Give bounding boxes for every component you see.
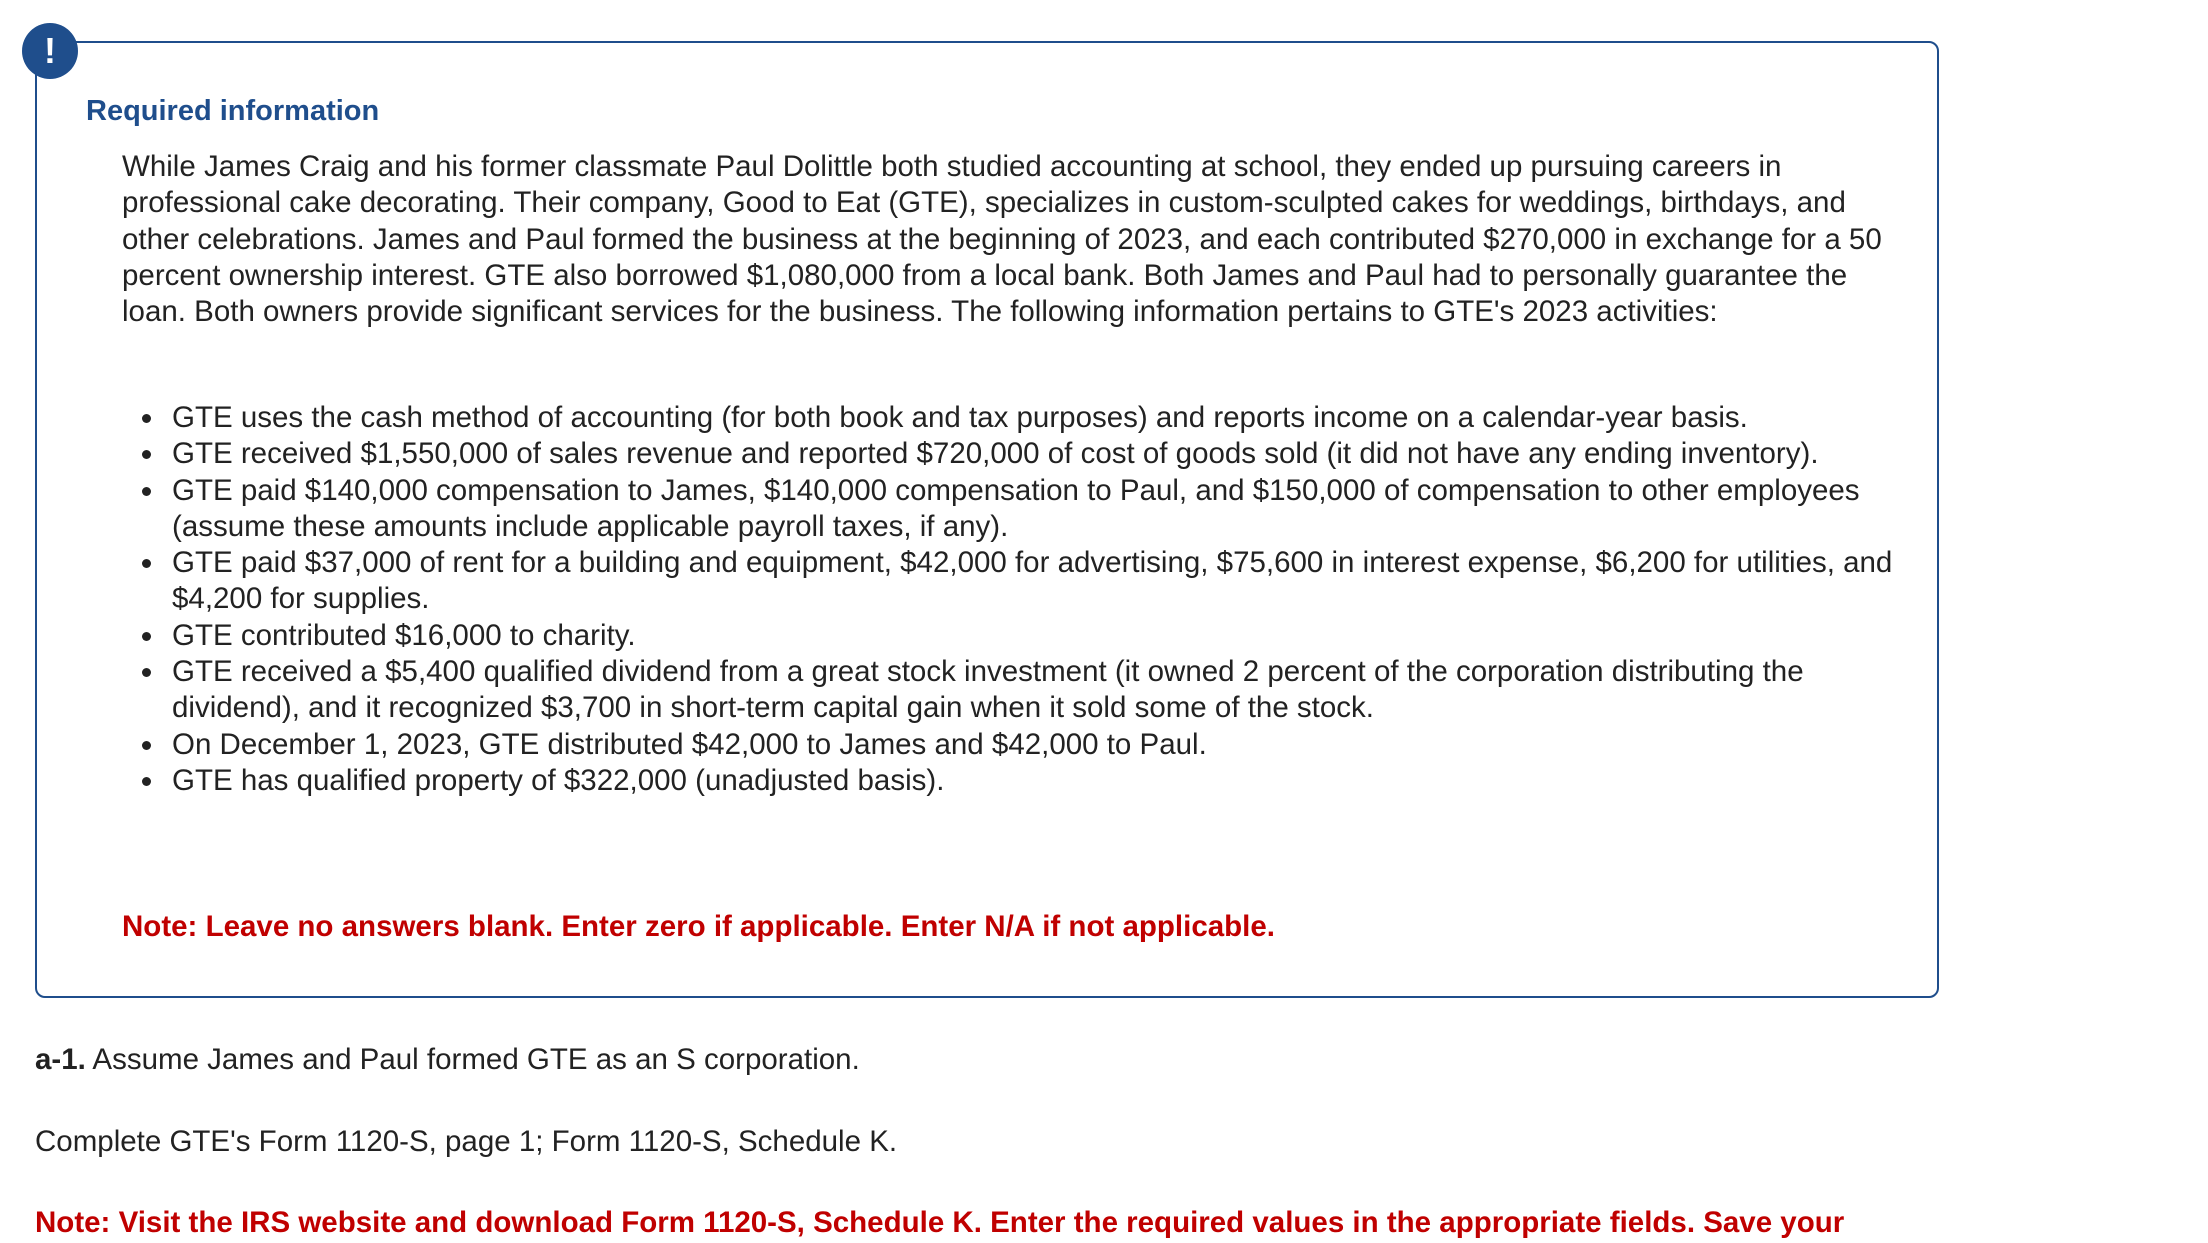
question-text: Assume James and Paul formed GTE as an S corporation.	[85, 1043, 860, 1076]
list-item	[122, 654, 1902, 727]
list-item-text: GTE paid $140,000 compensation to James, $140,000 compensation to Paul, and $150,000 of compensation to other employees (assume these amounts include applicable payroll taxes, if any).	[172, 473, 1860, 543]
bullet-icon	[142, 632, 151, 641]
box-title: Required information	[86, 95, 380, 127]
list-item-text: GTE uses the cash method of accounting (for both book and tax purposes) and reports income on a calendar-year basis.	[172, 401, 1748, 434]
instruction-text: Complete GTE's Form 1120-S, page 1; Form 1120-S, Schedule K.	[35, 1125, 898, 1158]
list-item-text: GTE paid $37,000 of rent for a building and equipment, $42,000 for advertising, $75,600 in interest expense, $6,200 for utilities, and $4,200 for supplies.	[172, 546, 1893, 616]
question-prompt	[35, 1040, 860, 1080]
bullet-icon	[142, 414, 151, 423]
bottom-note: Note: Visit the IRS website and download Form 1120-S, Schedule K. Enter the required values in the appropriate fields. Save your	[35, 1206, 1845, 1239]
list-item-text: GTE contributed $16,000 to charity.	[172, 618, 636, 652]
box-note: Note: Leave no answers blank. Enter zero if applicable. Enter N/A if not applicable.	[122, 910, 1275, 943]
list-item	[122, 400, 1902, 436]
list-item	[122, 763, 1902, 799]
bullet-icon	[142, 559, 151, 568]
list-item	[122, 727, 1902, 763]
bullet-icon	[142, 668, 151, 677]
list-item-text: GTE received $1,550,000 of sales revenue and reported $720,000 of cost of goods sold (it did not have any ending inventory).	[172, 437, 1819, 471]
facts-list	[122, 400, 1902, 799]
exclamation-icon: !	[22, 23, 78, 79]
list-item-text: GTE has qualified property of $322,000 (unadjusted basis).	[172, 763, 945, 797]
bullet-icon	[142, 450, 151, 459]
list-item	[122, 436, 1902, 472]
bullet-icon	[142, 741, 151, 750]
list-item	[122, 545, 1902, 618]
bullet-icon	[142, 487, 151, 496]
list-item	[122, 618, 1902, 654]
list-item	[122, 473, 1902, 546]
intro-paragraph: While James Craig and his former classmate Paul Dolittle both studied accounting at school, they ended up pursuing careers in professional cake decorating. Their company, Good to Eat (GTE), specializes in custom-sculpted cakes for weddings, birthdays, and other celebrations. James and Paul formed the business at the beginning of 2023, and each contributed $270,000 in exchange for a 50 percent ownership interest. GTE also borrowed $1,080,000 from a local bank. Both James and Paul had to personally guarantee the loan. Both owners provide significant services for the business. The following information pertains to GTE's 2023 activities:	[122, 150, 1882, 329]
bullet-icon	[142, 777, 151, 786]
question-label: a-1.	[35, 1043, 86, 1076]
list-item-text: On December 1, 2023, GTE distributed $42,000 to James and $42,000 to Paul.	[172, 727, 1207, 761]
list-item-text: GTE received a $5,400 qualified dividend from a great stock investment (it owned 2 percent of the corporation distributing the dividend), and it recognized $3,700 in short-term capital gain when it sold some of the stock.	[172, 655, 1804, 725]
